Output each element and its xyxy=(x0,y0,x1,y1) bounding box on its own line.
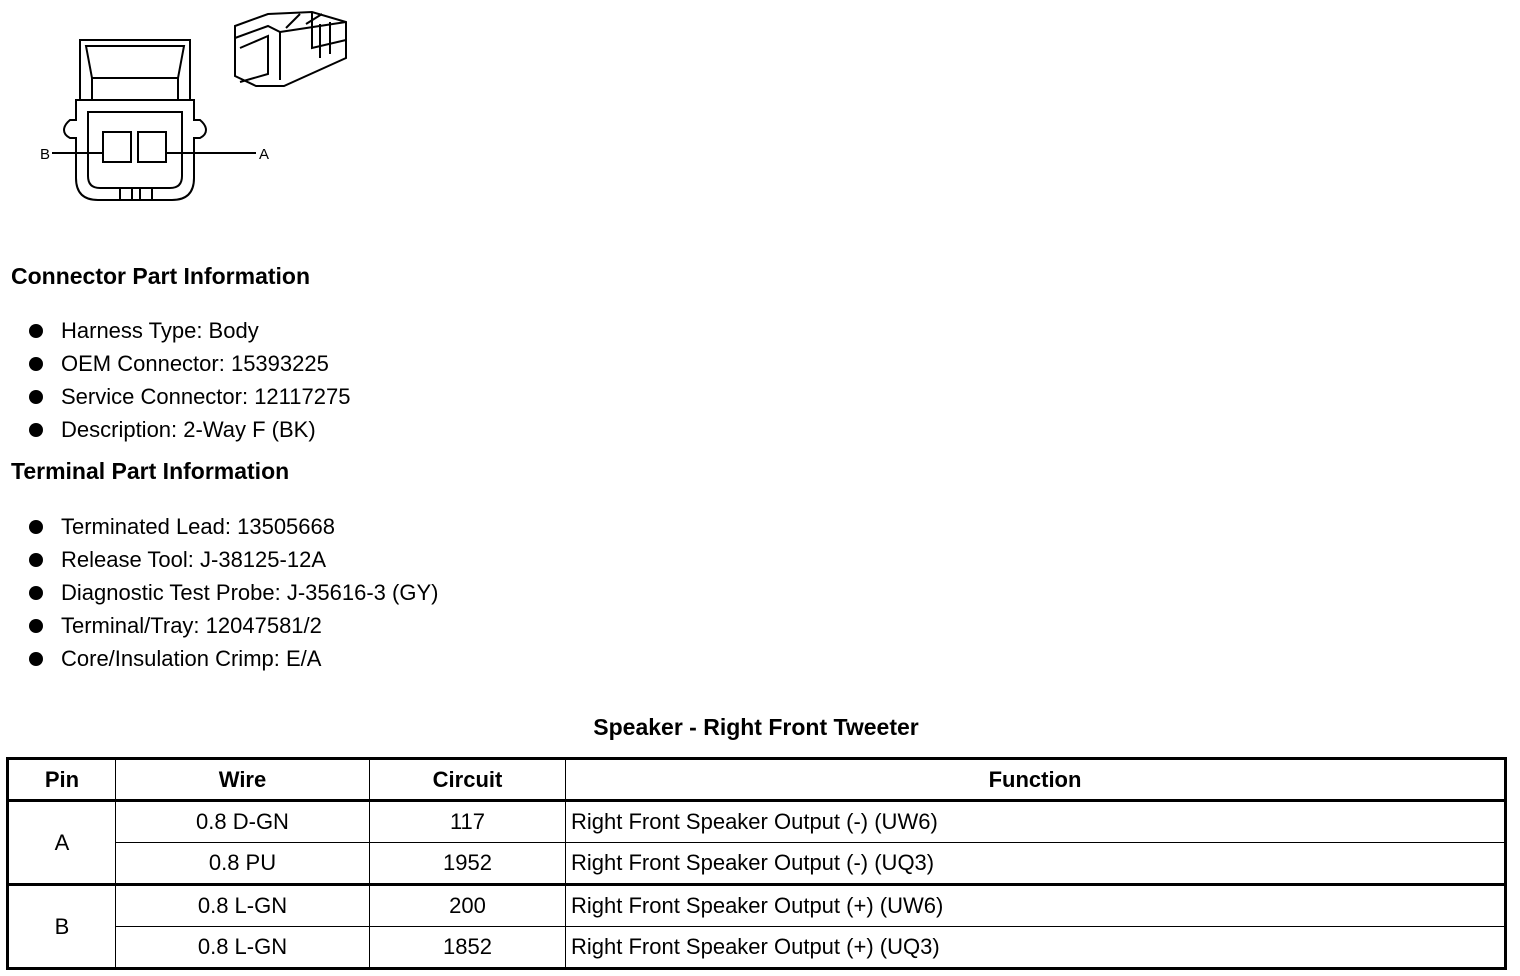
table-row xyxy=(8,843,1506,885)
bullet-icon xyxy=(29,390,43,404)
bullet-icon xyxy=(29,553,43,567)
list-item xyxy=(28,380,350,413)
circuit-cell: 1952 xyxy=(370,843,566,885)
table-row xyxy=(8,927,1506,969)
list-item-text: Terminal/Tray: 12047581/2 xyxy=(61,613,322,638)
list-item-text: Release Tool: J-38125-12A xyxy=(61,547,326,572)
connector-info-list xyxy=(28,314,350,446)
circuit-cell: 117 xyxy=(370,801,566,843)
connector-info-heading: Connector Part Information xyxy=(11,263,311,289)
terminal-info-list xyxy=(28,510,438,675)
list-item-text: Diagnostic Test Probe: J-35616-3 (GY) xyxy=(61,580,439,605)
bullet-icon xyxy=(29,324,43,338)
list-item xyxy=(28,510,438,543)
list-item-text: Core/Insulation Crimp: E/A xyxy=(61,646,322,671)
pin-cell: A xyxy=(54,829,70,855)
pin-label-a: A xyxy=(259,146,270,163)
bullet-icon xyxy=(29,423,43,437)
bullet-icon xyxy=(29,586,43,600)
list-item xyxy=(28,314,350,347)
header-circuit: Circuit xyxy=(370,759,566,801)
wire-cell: 0.8 PU xyxy=(116,843,370,885)
list-item xyxy=(28,609,438,642)
list-item xyxy=(28,576,438,609)
wire-cell: 0.8 L-GN xyxy=(116,927,370,969)
function-cell: Right Front Speaker Output (+) (UQ3) xyxy=(566,927,1506,969)
bullet-icon xyxy=(29,357,43,371)
table-header-row xyxy=(8,759,1506,801)
header-pin: Pin xyxy=(8,759,116,801)
list-item-text: Description: 2-Way F (BK) xyxy=(61,417,316,442)
connector-face-drawing xyxy=(30,8,370,208)
list-item xyxy=(28,642,438,675)
function-cell: Right Front Speaker Output (+) (UW6) xyxy=(566,885,1506,927)
list-item xyxy=(28,413,350,446)
function-cell: Right Front Speaker Output (-) (UW6) xyxy=(566,801,1506,843)
pin-label-b: B xyxy=(40,146,51,163)
terminal-info-heading: Terminal Part Information xyxy=(11,458,290,484)
wire-cell: 0.8 L-GN xyxy=(116,885,370,927)
bullet-icon xyxy=(29,652,43,666)
connector-diagram xyxy=(30,8,370,208)
list-item xyxy=(28,543,438,576)
table-row xyxy=(8,801,1506,843)
list-item-text: Terminated Lead: 13505668 xyxy=(61,514,335,539)
bullet-icon xyxy=(29,619,43,633)
wire-cell: 0.8 D-GN xyxy=(116,801,370,843)
circuit-cell: 200 xyxy=(370,885,566,927)
list-item-text: Service Connector: 12117275 xyxy=(61,384,351,409)
table-row xyxy=(8,885,1506,927)
function-cell: Right Front Speaker Output (-) (UQ3) xyxy=(566,843,1506,885)
list-item-text: Harness Type: Body xyxy=(61,318,259,343)
list-item xyxy=(28,347,350,380)
list-item-text: OEM Connector: 15393225 xyxy=(61,351,329,376)
pinout-table xyxy=(6,757,1507,970)
pin-cell: B xyxy=(8,885,116,969)
header-wire: Wire xyxy=(116,759,370,801)
connector-3d-drawing xyxy=(235,12,346,86)
table-title: Speaker - Right Front Tweeter xyxy=(593,714,919,740)
header-function: Function xyxy=(566,759,1506,801)
circuit-cell: 1852 xyxy=(370,927,566,969)
bullet-icon xyxy=(29,520,43,534)
